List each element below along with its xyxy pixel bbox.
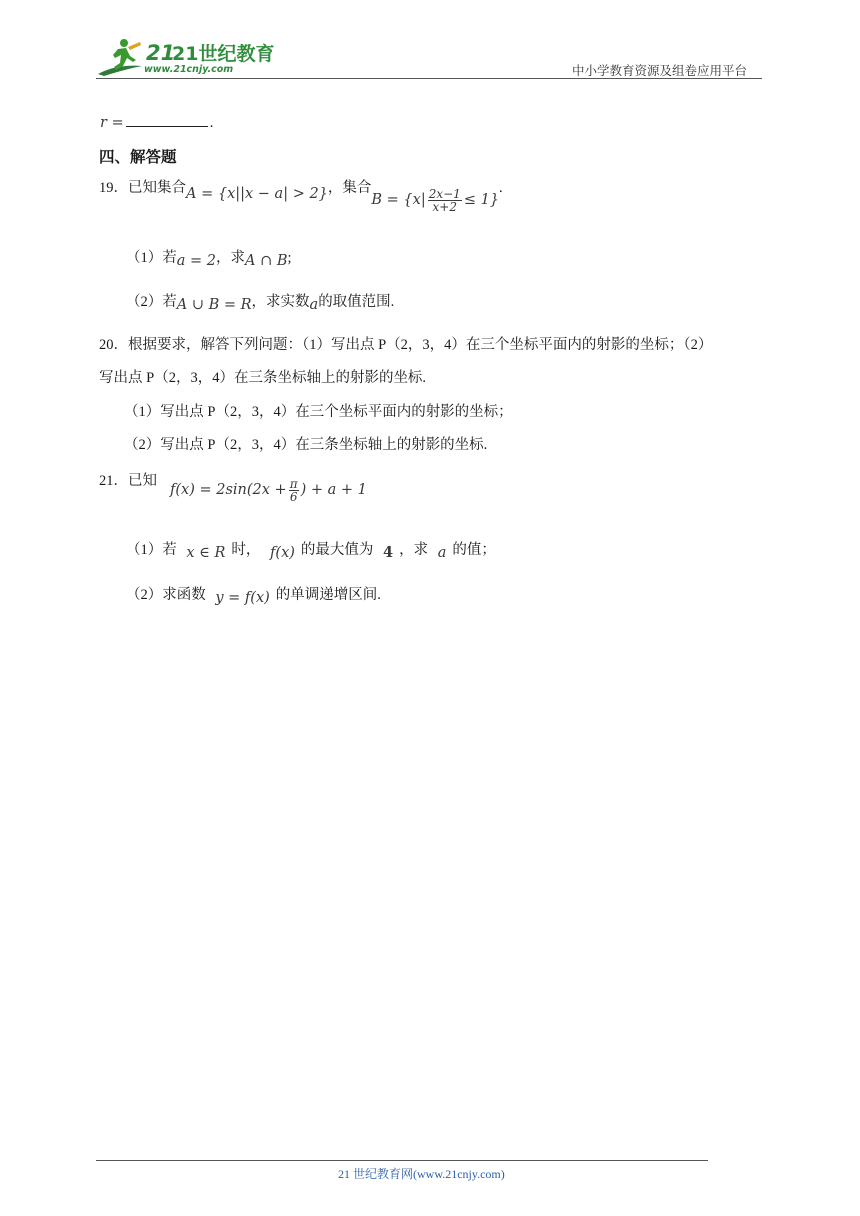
answer-blank xyxy=(126,114,208,127)
q21-number: 21．已知 xyxy=(99,473,157,489)
q20-part2: （2）写出点 P（2，3，4）在三条坐标轴上的射影的坐标. xyxy=(124,437,488,453)
header-divider xyxy=(96,78,762,79)
q20-stem-line2: 写出点 P（2，3，4）在三条坐标轴上的射影的坐标. xyxy=(99,370,427,386)
svg-text:21: 21 xyxy=(146,41,176,65)
q19-fraction: $\frac{2x-1}{x+2}$ xyxy=(428,187,461,215)
q19-part2: （2）若A ∪ B = R，求实数a的取值范围. xyxy=(126,294,395,313)
q19-set-b: B = {x| $\frac{2x-1}{x+2}$ ≤ 1} xyxy=(371,187,500,215)
q20-stem-line1: 20．根据要求，解答下列问题：（1）写出点 P（2，3，4）在三个坐标平面内的射影的坐标；（2） xyxy=(99,337,713,353)
footer-divider xyxy=(96,1160,708,1161)
q21-function: f(x) = 2sin(2x + $\frac{\pi}{6}$ ) + a + 1 xyxy=(170,477,367,504)
q21-part1: （1）若 x ∈ R 时， f(x) 的最大值为 4 ，求 a 的值； xyxy=(126,542,496,561)
svg-text:21世纪教育: 21世纪教育 xyxy=(172,43,275,65)
q19-comma: ，集合 xyxy=(327,180,372,196)
logo-url: www.21cnjy.com xyxy=(144,64,234,75)
q19-end: . xyxy=(499,180,503,196)
prev-r-label: r = xyxy=(100,115,124,131)
q21-stem xyxy=(99,469,157,490)
prev-answer-line xyxy=(100,114,213,132)
footer-link[interactable]: 21 世纪教育网(www.21cnjy.com) xyxy=(338,1167,505,1181)
q21-fraction: $\frac{\pi}{6}$ xyxy=(289,477,298,504)
site-logo xyxy=(96,36,275,80)
q20-part1: （1）写出点 P（2，3，4）在三个坐标平面内的射影的坐标； xyxy=(124,404,513,420)
prev-period: . xyxy=(209,115,214,131)
q21-part2: （2）求函数 y = f(x) 的单调递增区间. xyxy=(126,587,381,606)
q19-number: 19．已知集合 xyxy=(99,180,186,196)
q19-part1: （1）若a = 2，求A ∩ B; xyxy=(126,250,292,269)
site-description: 中小学教育资源及组卷应用平台 xyxy=(572,64,748,78)
q19-stem xyxy=(99,176,503,215)
section-title: 四、解答题 xyxy=(99,148,177,166)
q19-set-a: A = {x||x − a| > 2} xyxy=(186,186,328,202)
